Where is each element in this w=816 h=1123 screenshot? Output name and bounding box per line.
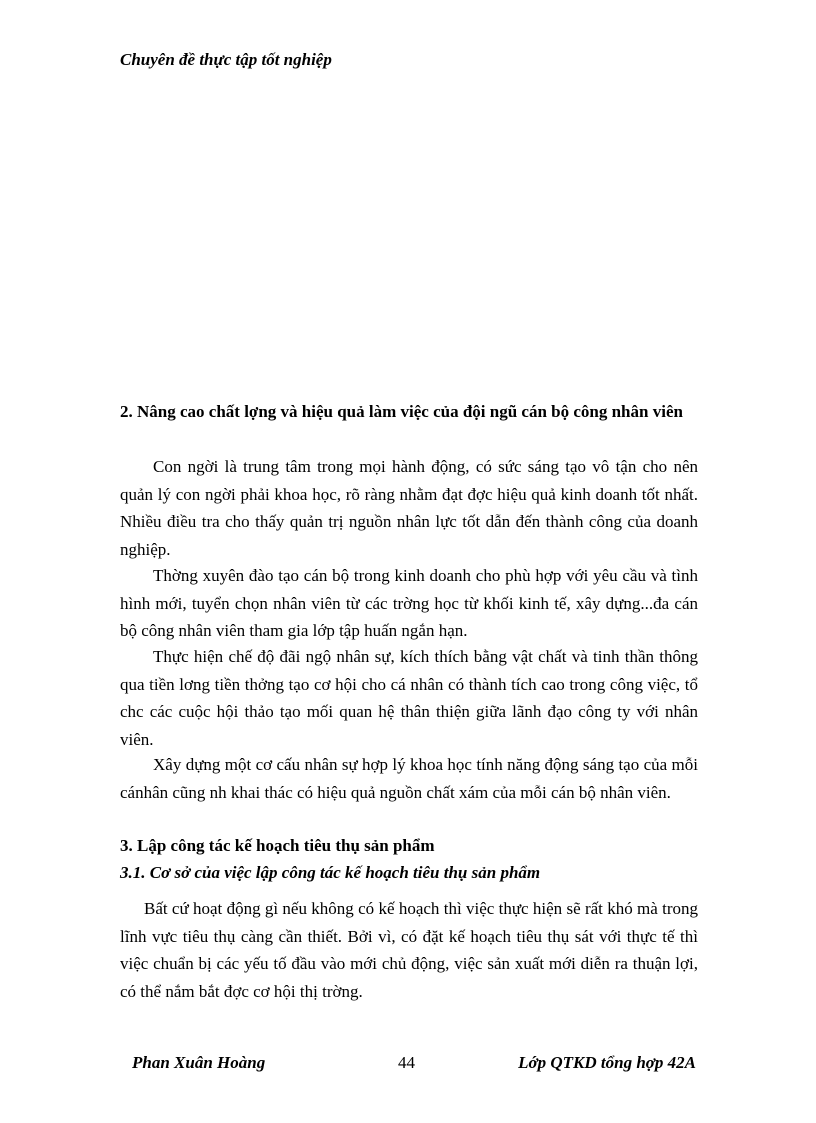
paragraph-1: Con ngời là trung tâm trong mọi hành động, có sức sáng tạo vô tận cho nên quản lý con ngời phải khoa học, rõ ràng nhằm đạt đợc hiệu quả kinh doanh tốt nhất. Nhiều điều tra cho thấy quản trị nguồn nhân lực tốt dẫn đến thành công của doanh nghiệp. xyxy=(120,457,698,559)
footer-author: Phan Xuân Hoàng xyxy=(132,1053,266,1072)
page-number: 44 xyxy=(398,1053,415,1072)
section-3-heading: 3. Lập công tác kế hoạch tiêu thụ sản phẩm xyxy=(120,836,435,855)
paragraph-5: Bất cứ hoạt động gì nếu không có kế hoạch thì việc thực hiện sẽ rất khó mà trong lĩnh vực tiêu thụ càng cần thiết. Bởi vì, có đặt kế hoạch tiêu thụ sát với thực tế thì việc chuẩn bị các yếu tố đầu vào mới chủ động, việc sản xuất mới diễn ra thuận lợi, có thể nắm bắt đợc cơ hội thị trờng. xyxy=(120,899,698,1001)
section-3-1-subheading: 3.1. Cơ sở của việc lập công tác kế hoạch tiêu thụ sản phẩm xyxy=(120,863,541,882)
paragraph-2: Thờng xuyên đào tạo cán bộ trong kinh doanh cho phù hợp với yêu cầu và tình hình mới, tuyển chọn nhân viên từ các trờng học từ khối kinh tế, xây dựng...đa cán bộ công nhân viên tham gia lớp tập huấn ngắn hạn. xyxy=(120,566,698,640)
page-footer xyxy=(120,1053,698,1077)
footer-class: Lớp QTKD tổng hợp 42A xyxy=(518,1053,696,1072)
running-header: Chuyên đề thực tập tốt nghiệp xyxy=(120,50,332,69)
paragraph-4: Xây dựng một cơ cấu nhân sự hợp lý khoa học tính năng động sáng tạo của mỗi cánhân cũng nh khai thác có hiệu quả nguồn chất xám của mỗi cán bộ nhân viên. xyxy=(120,755,698,802)
paragraph-3: Thực hiện chế độ đãi ngộ nhân sự, kích thích bằng vật chất và tinh thần thông qua tiền lơng tiền thởng tạo cơ hội cho cá nhân có thành tích cao trong công việc, tổ chc các cuộc hội thảo tạo mối quan hệ thân thiện giữa lãnh đạo công ty với nhân viên. xyxy=(120,647,698,749)
section-2-heading: 2. Nâng cao chất lợng và hiệu quả làm việc của đội ngũ cán bộ công nhân viên xyxy=(120,402,683,421)
